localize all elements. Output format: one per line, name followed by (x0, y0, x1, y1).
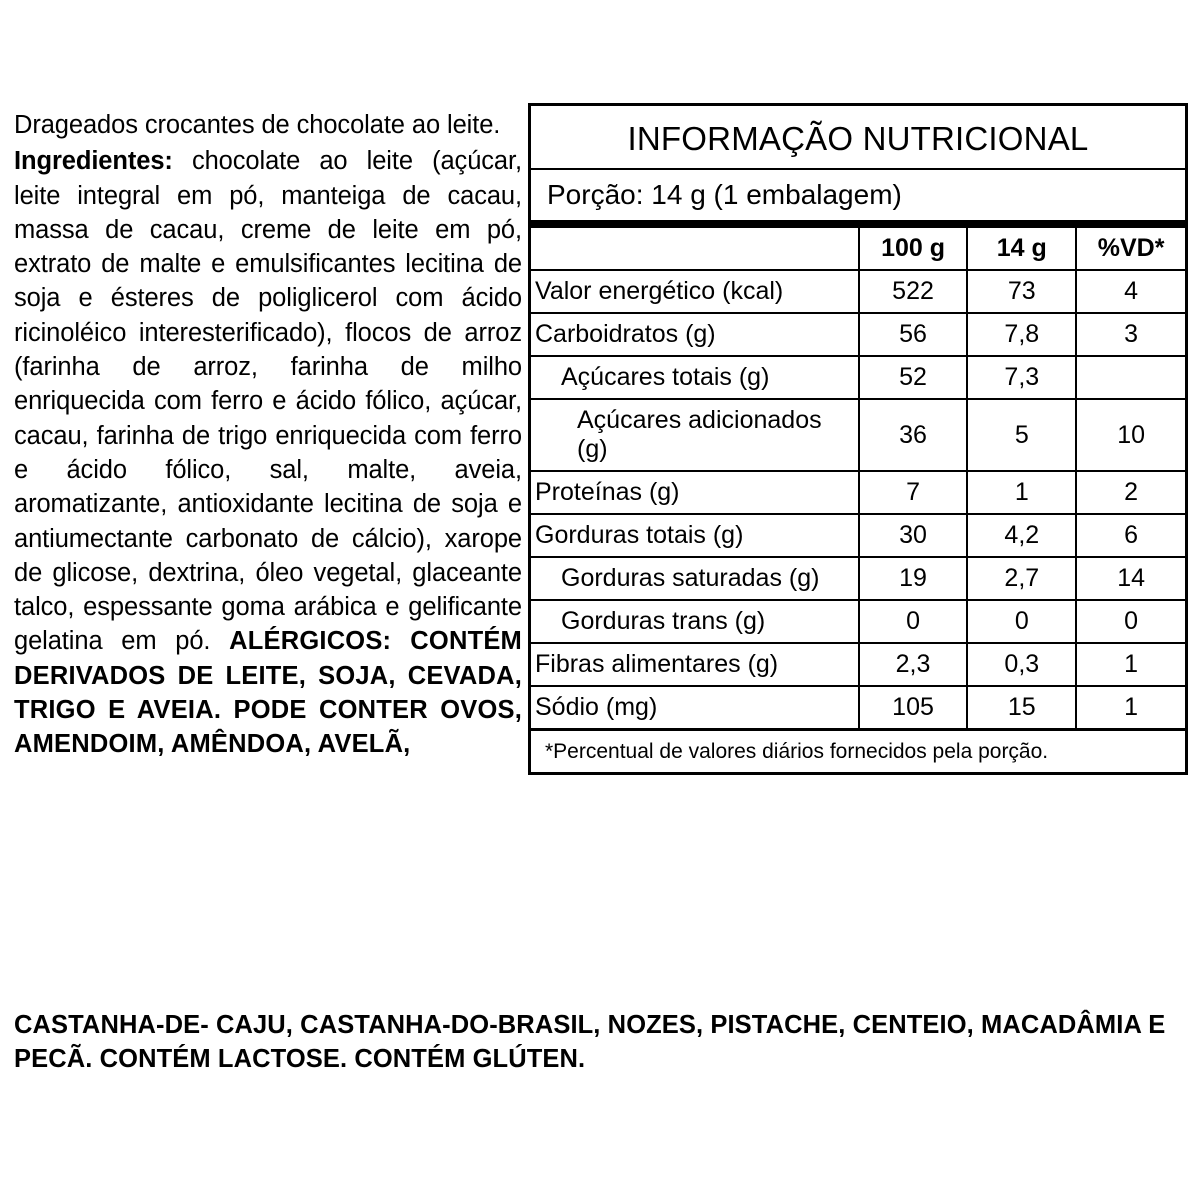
nutrition-facts-box (528, 103, 1188, 775)
column-header-100g: 100 g (859, 228, 968, 270)
table-row (531, 643, 1185, 686)
table-row (531, 600, 1185, 643)
value-100g: 30 (859, 514, 968, 557)
allergens-continued: CASTANHA-DE- CAJU, CASTANHA-DO-BRASIL, NOZES, PISTACHE, CENTEIO, MACADÂMIA E PECÃ. CONTÉM LACTOSE. CONTÉM GLÚTEN. (14, 1011, 1166, 1074)
value-vd: 0 (1076, 600, 1185, 643)
allergens-heading: ALÉRGICOS: (229, 627, 392, 656)
ingredients-block (14, 108, 522, 762)
nutrition-title: INFORMAÇÃO NUTRICIONAL (531, 106, 1185, 170)
value-portion: 5 (967, 399, 1076, 471)
value-portion: 73 (967, 270, 1076, 313)
nutrient-name: Valor energético (kcal) (531, 270, 859, 313)
value-100g: 52 (859, 356, 968, 399)
table-row (531, 514, 1185, 557)
nutrient-name: Carboidratos (g) (531, 313, 859, 356)
value-vd (1076, 356, 1185, 399)
value-100g: 56 (859, 313, 968, 356)
value-portion: 15 (967, 686, 1076, 728)
value-100g: 105 (859, 686, 968, 728)
value-portion: 0 (967, 600, 1076, 643)
value-vd: 1 (1124, 693, 1139, 721)
nutrition-table (531, 228, 1185, 728)
value-vd: 1 (1076, 643, 1185, 686)
value-vd: 2 (1076, 471, 1185, 514)
ingredients-label: Ingredientes: (14, 147, 173, 176)
table-row (531, 313, 1185, 356)
value-100g: 36 (859, 399, 968, 471)
column-header-nutrient (531, 228, 859, 270)
nutrient-name: Proteínas (g) (531, 471, 859, 514)
nutrient-name: Açúcares adicionados (g) (531, 399, 859, 471)
value-portion: 0,3 (967, 643, 1076, 686)
value-vd: 3 (1076, 313, 1185, 356)
column-header-portion: 14 g (967, 228, 1076, 270)
value-vd: 4 (1076, 270, 1185, 313)
value-vd: 14 (1076, 557, 1185, 600)
value-vd: 10 (1076, 399, 1185, 471)
nutrition-table-body (531, 270, 1185, 728)
allergens-text: CONTÉM DERIVADOS DE LEITE, SOJA, CEVADA, TRIGO E AVEIA. PODE CONTER OVOS, AMENDOIM, AMÊNDOA, AVELÃ, (14, 627, 522, 759)
nutrient-name: Gorduras trans (g) (531, 600, 859, 643)
table-row (531, 557, 1185, 600)
value-100g: 7 (859, 471, 968, 514)
ingredients-text: chocolate ao leite (açúcar, leite integral em pó, manteiga de cacau, massa de cacau, creme de leite em pó, extrato de malte e emulsificantes lecitina de soja e ésteres de poliglicerol com ácido ricinoléico interesterificado), flocos de arroz (farinha de arroz, farinha de milho enriquecida com ferro e ácido fólico, açúcar, cacau, farinha de trigo enriquecida com ferro e ácido fólico, sal, malte, aveia, aromatizante, antioxidante lecitina de soja e antiumectante carbonato de cálcio), xarope de glicose, dextrina, óleo vegetal, glaceante talco, espessante goma arábica e gelificante gelatina em pó. (14, 147, 522, 656)
nutrition-footnote: *Percentual de valores diários fornecidos pela porção. (531, 728, 1185, 772)
column-header-vd: %VD* (1076, 228, 1185, 270)
value-100g: 522 (859, 270, 968, 313)
nutrient-name: Sódio (mg) (531, 686, 859, 728)
value-portion: 2,7 (967, 557, 1076, 600)
table-row (531, 686, 1185, 728)
table-header-row (531, 228, 1185, 270)
table-row (531, 471, 1185, 514)
value-portion: 7,8 (967, 313, 1076, 356)
nutrient-name: Fibras alimentares (g) (531, 643, 859, 686)
nutrient-name: Açúcares totais (g) (531, 356, 859, 399)
table-row (531, 356, 1185, 399)
value-portion: 7,3 (967, 356, 1076, 399)
value-100g: 2,3 (859, 643, 968, 686)
nutrient-name: Gorduras totais (g) (531, 514, 859, 557)
value-vd: 6 (1076, 514, 1185, 557)
nutrient-name: Gorduras saturadas (g) (531, 557, 859, 600)
value-portion: 1 (967, 471, 1076, 514)
value-100g: 19 (859, 557, 968, 600)
value-100g: 0 (859, 600, 968, 643)
product-description: Drageados crocantes de chocolate ao leite. (14, 111, 501, 139)
value-portion: 4,2 (967, 514, 1076, 557)
table-row (531, 270, 1185, 313)
table-row (531, 399, 1185, 471)
portion-line: Porção: 14 g (1 embalagem) (531, 170, 1185, 228)
